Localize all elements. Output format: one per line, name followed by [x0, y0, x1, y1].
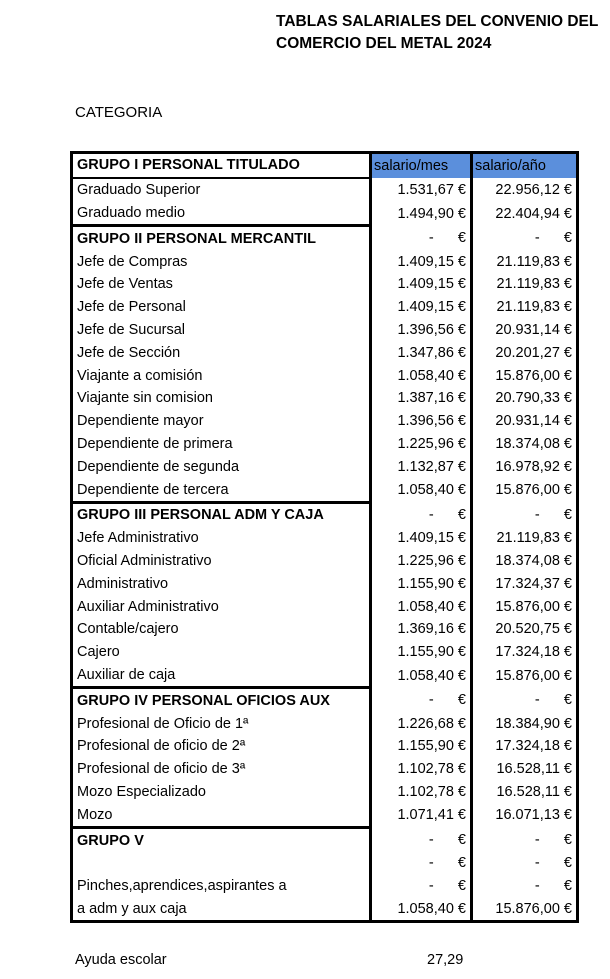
table-row [72, 618, 578, 641]
yearly-salary: 20.931,14 € [472, 410, 578, 433]
monthly-salary: 1.396,56 € [371, 319, 472, 342]
yearly-salary: - € [472, 502, 578, 526]
category-name: Viajante a comisión [72, 364, 371, 387]
monthly-salary: - € [371, 875, 472, 898]
group-row [72, 226, 578, 250]
monthly-salary: - € [371, 688, 472, 712]
category-name: Graduado Superior [72, 178, 371, 202]
monthly-salary: 1.058,40 € [371, 664, 472, 688]
table-row [72, 364, 578, 387]
monthly-salary: 1.396,56 € [371, 410, 472, 433]
category-name: Dependiente de primera [72, 433, 371, 456]
category-name: Mozo [72, 803, 371, 827]
table-row [72, 410, 578, 433]
monthly-salary: 1.058,40 € [371, 478, 472, 502]
category-name: Jefe de Compras [72, 250, 371, 273]
monthly-salary: 1.225,96 € [371, 433, 472, 456]
yearly-salary: 18.384,90 € [472, 712, 578, 735]
category-name: Jefe de Sucursal [72, 319, 371, 342]
monthly-salary: 1.058,40 € [371, 595, 472, 618]
title-line-2: COMERCIO DEL METAL 2024 [276, 35, 492, 52]
yearly-salary: 16.528,11 € [472, 781, 578, 804]
column-header-monthly: salario/mes [371, 153, 472, 178]
yearly-salary: - € [472, 226, 578, 250]
group-name: GRUPO II PERSONAL MERCANTIL [72, 226, 371, 250]
category-name: Dependiente mayor [72, 410, 371, 433]
monthly-salary: 1.387,16 € [371, 387, 472, 410]
column-header-yearly: salario/año [472, 153, 578, 178]
yearly-salary: 15.876,00 € [472, 595, 578, 618]
monthly-salary: 1.226,68 € [371, 712, 472, 735]
yearly-salary: 16.071,13 € [472, 803, 578, 827]
yearly-salary: 18.374,08 € [472, 550, 578, 573]
yearly-salary: 15.876,00 € [472, 478, 578, 502]
yearly-salary: 20.520,75 € [472, 618, 578, 641]
monthly-salary: 1.494,90 € [371, 202, 472, 226]
category-name: Profesional de oficio de 2ª [72, 735, 371, 758]
monthly-salary: 1.409,15 € [371, 296, 472, 319]
monthly-salary: 1.225,96 € [371, 550, 472, 573]
category-name: Pinches,aprendices,aspirantes a [72, 875, 371, 898]
group-name: GRUPO V [72, 828, 371, 852]
group-row [72, 153, 578, 178]
monthly-salary: 1.531,67 € [371, 178, 472, 202]
table-row [72, 641, 578, 664]
table-row [72, 852, 578, 875]
yearly-salary: 16.978,92 € [472, 455, 578, 478]
yearly-salary: 22.404,94 € [472, 202, 578, 226]
table-row [72, 341, 578, 364]
monthly-salary: 1.071,41 € [371, 803, 472, 827]
category-name: Cajero [72, 641, 371, 664]
table-row [72, 803, 578, 827]
table-row [72, 250, 578, 273]
monthly-salary: 1.102,78 € [371, 758, 472, 781]
table-row [72, 572, 578, 595]
group-name: GRUPO IV PERSONAL OFICIOS AUX [72, 688, 371, 712]
monthly-salary: 1.369,16 € [371, 618, 472, 641]
table-row [72, 550, 578, 573]
school-aid-value: 27,29 [427, 952, 464, 968]
monthly-salary: 1.155,90 € [371, 572, 472, 595]
table-row [72, 178, 578, 202]
table-row [72, 387, 578, 410]
yearly-salary: 15.876,00 € [472, 664, 578, 688]
table-row [72, 875, 578, 898]
group-row [72, 502, 578, 526]
category-name: Profesional de oficio de 3ª [72, 758, 371, 781]
category-name: Dependiente de tercera [72, 478, 371, 502]
yearly-salary: 18.374,08 € [472, 433, 578, 456]
category-name: Graduado medio [72, 202, 371, 226]
monthly-salary: 1.409,15 € [371, 527, 472, 550]
category-name: Dependiente de segunda [72, 455, 371, 478]
monthly-salary: 1.347,86 € [371, 341, 472, 364]
yearly-salary: 20.931,14 € [472, 319, 578, 342]
category-name: Jefe de Ventas [72, 273, 371, 296]
table-row [72, 735, 578, 758]
table-row [72, 758, 578, 781]
yearly-salary: 15.876,00 € [472, 364, 578, 387]
table-row [72, 478, 578, 502]
yearly-salary: 16.528,11 € [472, 758, 578, 781]
monthly-salary: 1.058,40 € [371, 898, 472, 922]
yearly-salary: 21.119,83 € [472, 250, 578, 273]
monthly-salary: 1.102,78 € [371, 781, 472, 804]
monthly-salary: 1.058,40 € [371, 364, 472, 387]
table-row [72, 273, 578, 296]
title-line-1: TABLAS SALARIALES DEL CONVENIO DEL [276, 13, 599, 30]
yearly-salary: 21.119,83 € [472, 527, 578, 550]
yearly-salary: 22.956,12 € [472, 178, 578, 202]
yearly-salary: 21.119,83 € [472, 273, 578, 296]
yearly-salary: 20.790,33 € [472, 387, 578, 410]
table-row [72, 595, 578, 618]
monthly-salary: 1.409,15 € [371, 273, 472, 296]
table-row [72, 296, 578, 319]
yearly-salary: 17.324,18 € [472, 735, 578, 758]
yearly-salary: - € [472, 688, 578, 712]
category-name: Profesional de Oficio de 1ª [72, 712, 371, 735]
monthly-salary: - € [371, 502, 472, 526]
table-row [72, 781, 578, 804]
monthly-salary: - € [371, 852, 472, 875]
category-name: Viajante sin comision [72, 387, 371, 410]
category-name: Contable/cajero [72, 618, 371, 641]
category-name: Jefe Administrativo [72, 527, 371, 550]
monthly-salary: - € [371, 226, 472, 250]
group-name: GRUPO I PERSONAL TITULADO [72, 153, 371, 178]
table-row [72, 319, 578, 342]
monthly-salary: 1.155,90 € [371, 735, 472, 758]
monthly-salary: 1.155,90 € [371, 641, 472, 664]
category-label: CATEGORIA [75, 104, 163, 121]
table-row [72, 527, 578, 550]
yearly-salary: - € [472, 828, 578, 852]
table-row [72, 898, 578, 922]
yearly-salary: 17.324,18 € [472, 641, 578, 664]
group-name: GRUPO III PERSONAL ADM Y CAJA [72, 502, 371, 526]
group-row [72, 688, 578, 712]
category-name: Administrativo [72, 572, 371, 595]
category-name: a adm y aux caja [72, 898, 371, 922]
yearly-salary: - € [472, 852, 578, 875]
document-title [276, 11, 598, 55]
table-row [72, 664, 578, 688]
category-name: Jefe de Sección [72, 341, 371, 364]
category-name [72, 852, 371, 875]
monthly-salary: 1.409,15 € [371, 250, 472, 273]
yearly-salary: 15.876,00 € [472, 898, 578, 922]
yearly-salary: 17.324,37 € [472, 572, 578, 595]
table-row [72, 202, 578, 226]
category-name: Auxiliar Administrativo [72, 595, 371, 618]
group-row [72, 828, 578, 852]
monthly-salary: 1.132,87 € [371, 455, 472, 478]
category-name: Auxiliar de caja [72, 664, 371, 688]
category-name: Mozo Especializado [72, 781, 371, 804]
table-row [72, 712, 578, 735]
school-aid-label: Ayuda escolar [75, 952, 167, 968]
category-name: Jefe de Personal [72, 296, 371, 319]
yearly-salary: 20.201,27 € [472, 341, 578, 364]
category-name: Oficial Administrativo [72, 550, 371, 573]
monthly-salary: - € [371, 828, 472, 852]
table-row [72, 455, 578, 478]
table-row [72, 433, 578, 456]
salary-table [70, 151, 579, 923]
yearly-salary: 21.119,83 € [472, 296, 578, 319]
yearly-salary: - € [472, 875, 578, 898]
